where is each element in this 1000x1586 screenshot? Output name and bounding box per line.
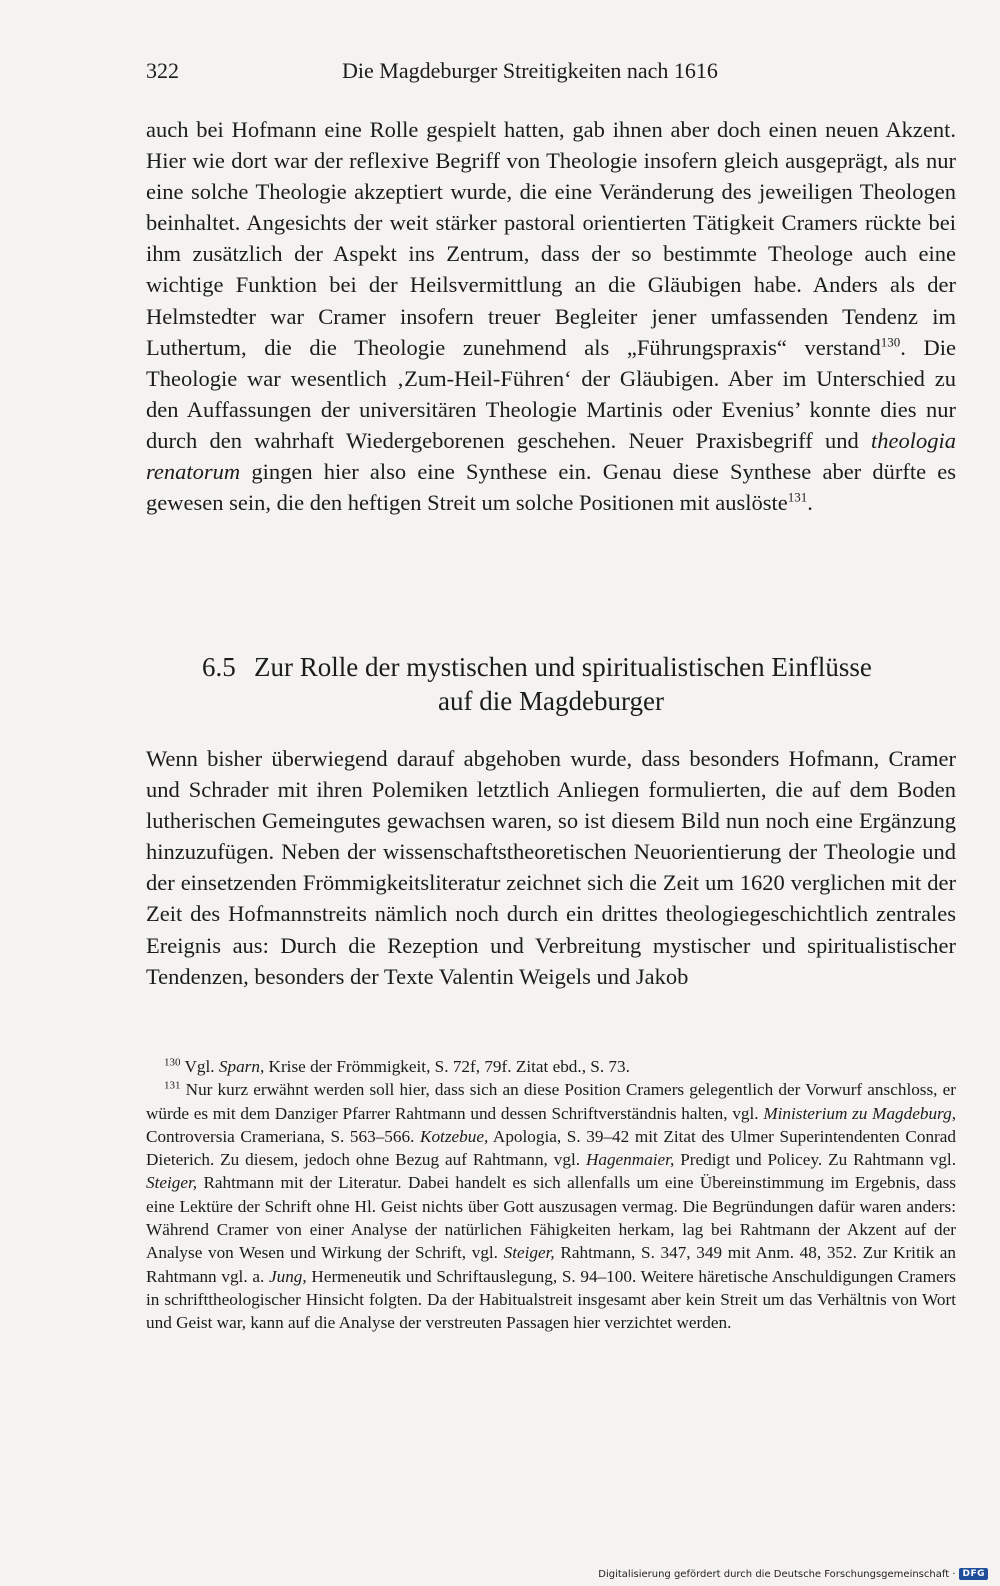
footnote-number: 130 [164,1056,181,1069]
footnote-text: Hermeneutik und Schriftauslegung, S. 94–100. Weitere häretische Anschuldigungen Cramers in schrifttheologischer Hinsicht folgten. Da der Habitualstreit insgesamt aber kein Streit um das Verhältnis von Wort und Geist war, kann auf die Analyse der verstreuten Passagen hier verzichtet werden. [146,1266,956,1333]
body-paragraph-2 [146,743,956,992]
digitization-credit [598,1566,988,1582]
paragraph-text: auch bei Hofmann eine Rolle gespielt hatten, gab ihnen aber doch einen neuen Akzent. Hier wie dort war der reflexive Begriff von Theologie insofern gleich ausgeprägt, als nur eine solche Theologie akzeptiert wurde, die eine Veränderung des jeweiligen Theologen beinhaltet. Angesichts der weit stärker pastoral orientierten Tätigkeit Cramers rückte bei ihm zusätzlich der Aspekt ins Zentrum, dass der so bestimmte Theologe auch eine wichtige Funktion bei der Heilsvermittlung an die Gläubigen habe. Anders als der Helmstedter war Cramer insofern treuer Begleiter jener umfassenden Tendenz im Luthertum, die die Theologie zunehmend als „Führungspraxis“ verstand [146,117,956,360]
footnote-ref-131[interactable]: 131 [787,489,808,505]
italic-term: theologia renatorum [146,427,956,485]
paragraph-text: gingen hier also eine Synthese ein. Genau diese Synthese aber dürfte es gewesen sein, die den heftigen Streit um solche Positionen mit auslöste [146,459,956,516]
running-head [146,58,956,92]
paragraph-text: . [807,490,813,516]
footnote-number: 131 [164,1079,181,1092]
author-name: Steiger, [503,1243,555,1263]
author-name: Ministerium zu Magdeburg [763,1103,952,1123]
footnote-text: Nur kurz erwähnt werden soll hier, dass sich an diese Position Cramers gelegentlich der Vorwurf anschloss, er würde es mit dem Danziger Pfarrer Rahtmann und dessen Schriftverständnis halten, vgl. [146,1080,956,1123]
author-name: Steiger, [146,1173,198,1193]
footnote-text: Apologia, S. 39–42 mit Zitat des Ulmer Superintendenten Conrad Dieterich. Zu diesem, jedoch ohne Bezug auf Rahtmann, vgl. [146,1126,956,1170]
paragraph-text: Wenn bisher überwiegend darauf abgehoben wurde, dass besonders Hofmann, Cramer und Schrader mit ihren Polemiken letztlich Anliegen formulierten, die auf dem Boden lutherischen Gemeingutes gewachsen waren, so ist diesem Bild nun noch eine Ergänzung hinzuzufügen. Neben der wissenschaftstheoretischen Neuorientierung der Theologie und der einsetzenden Frömmigkeitsliteratur zeichnet sich die Zeit um 1620 verglichen mit der Zeit des Hofmannstreits nämlich noch durch ein drittes theologiegeschichtlich zentrales Ereignis aus: Durch die Rezeption und Verbreitung mystischer und spiritualistischer Tendenzen, besonders der Texte Valentin Weigels und Jakob [146,746,956,989]
paragraph-text: . Die Theologie war wesentlich ‚Zum-Heil-Führen‘ der Gläubigen. Aber im Unterschied zu den Auffassungen der universitären Theologie Martinis oder Evenius’ konnte dies nur durch den wahrhaft Wiedergeborenen geschehen. Neuer Praxisbegriff und [146,334,956,453]
footnote-130 [146,1055,956,1078]
footnotes [146,1055,956,1335]
footnote-ref-130[interactable]: 130 [880,334,901,350]
footnote-text: Vgl. [180,1057,219,1076]
author-name: Jung, [268,1266,307,1286]
section-title-line-2: auf die Magdeburger [438,686,664,716]
footnote-text: , Controversia Crameriana, S. 563–566. [146,1103,956,1146]
footnote-131 [146,1078,956,1334]
section-title-line-1: Zur Rolle der mystischen und spiritualistischen Einflüsse [254,652,872,682]
page-number: 322 [146,58,179,83]
author-name: Hagenmaier, [585,1150,675,1170]
running-title: Die Magdeburger Streitigkeiten nach 1616 [342,58,718,83]
dfg-logo-icon: DFG [959,1568,988,1580]
section-number: 6.5 [202,652,236,682]
footnote-text: Rahtmann mit der Literatur. Dabei handelt es sich allenfalls um eine Übereinstimmung im Ergebnis, dass eine Lektüre der Schrift ohne Hl. Geist nichts über Gott auszusagen vermag. Die Begründungen dafür waren anders: Während Cramer von einer Analyse der natürlichen Fähigkeiten herkam, lag bei Rahtmann der Akzent auf der Analyse von Wesen und Wirkung der Schrift, vgl. [146,1173,956,1263]
credit-text: Digitalisierung gefördert durch die Deutsche Forschungsgemeinschaft · [598,1568,956,1580]
author-name: Kotzebue, [420,1126,489,1146]
author-name: Sparn [218,1057,260,1076]
footnote-text: Rahtmann, S. 347, 349 mit Anm. 48, 352. Zur Kritik an Rahtmann vgl. a. [146,1243,956,1286]
footnote-text: Predigt und Policey. Zu Rahtmann vgl. [674,1150,956,1170]
body-paragraph-1 [146,114,956,518]
footnote-text: , Krise der Frömmigkeit, S. 72f, 79f. Zitat ebd., S. 73. [259,1057,630,1076]
